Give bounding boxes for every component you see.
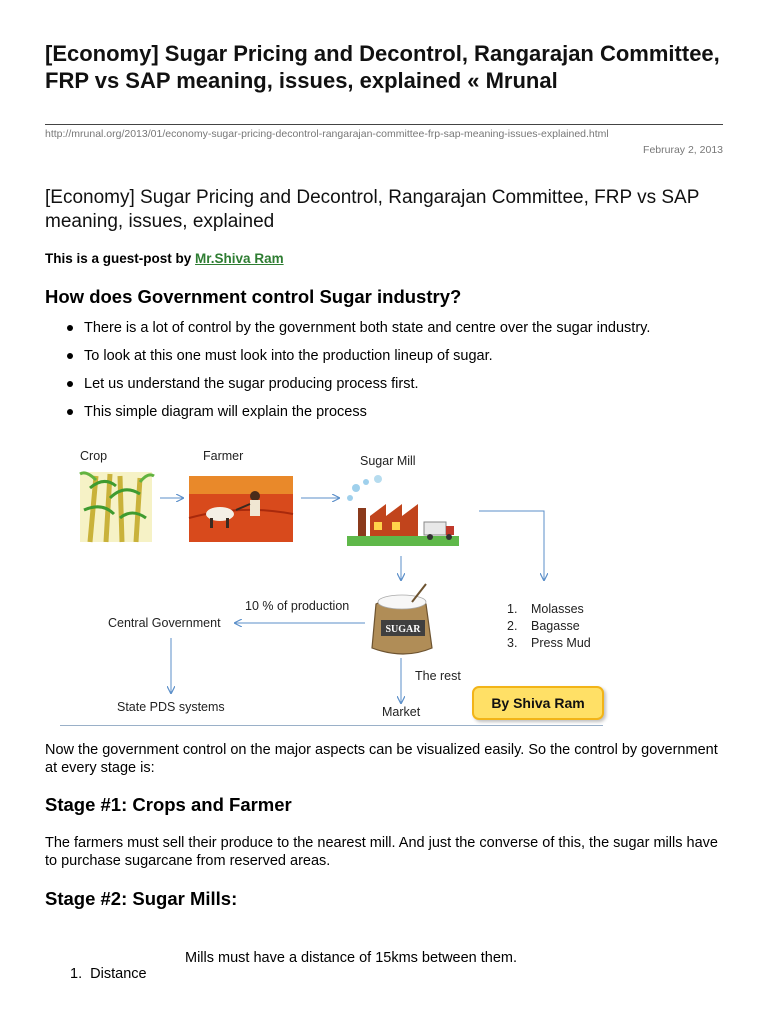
- sugarcane-crop-icon: [80, 472, 154, 542]
- list-item: Distance: [90, 966, 147, 982]
- list-item: There is a lot of control by the government both state and centre over the sugar industry.: [62, 318, 742, 346]
- crop-label: Crop: [80, 449, 108, 463]
- arrow-mill-to-byproducts: [479, 511, 544, 580]
- ordered-list: [70, 966, 147, 982]
- byline: [45, 251, 284, 266]
- byline-prefix: This is a guest-post by: [45, 251, 192, 266]
- farmer-field-icon: [189, 476, 293, 542]
- rest-label: The rest: [415, 669, 461, 683]
- list-item: This simple diagram will explain the process: [62, 402, 742, 430]
- sugar-mill-factory-icon: [347, 475, 459, 546]
- list-item: Let us understand the sugar producing process first.: [62, 374, 742, 402]
- post-title: [Economy] Sugar Pricing and Decontrol, Rangarajan Committee, FRP vs SAP meaning, issues, explained: [45, 187, 700, 232]
- paragraph: Now the government control on the major aspects can be visualized easily. So the control by government at every stage is:: [45, 742, 718, 776]
- source-url[interactable]: http://mrunal.org/2013/01/economy-sugar-pricing-decontrol-rangarajan-committee-frp-sap-meaning-issues-explained.html: [45, 128, 609, 140]
- section-heading: How does Government control Sugar industry?: [45, 286, 462, 307]
- bullet-list: [62, 318, 742, 430]
- pds-label: State PDS systems: [117, 700, 225, 714]
- stage-heading: Stage #1: Crops and Farmer: [45, 794, 292, 815]
- distance-note: Mills must have a distance of 15kms between them.: [185, 950, 518, 966]
- sack-label: SUGAR: [385, 624, 421, 635]
- list-item: To look at this one must look into the production lineup of sugar.: [62, 346, 742, 374]
- header-divider: [45, 124, 723, 125]
- byproduct-1: 1.: [507, 602, 518, 616]
- paragraph: The farmers must sell their produce to the nearest mill. And just the converse of this, the sugar mills have to purchase sugarcane from reserved areas.: [45, 835, 718, 869]
- byproduct-2: 2.: [507, 619, 518, 633]
- market-label: Market: [382, 705, 421, 719]
- central-government-label: Central Government: [108, 616, 221, 630]
- author-link[interactable]: Mr.Shiva Ram: [195, 251, 284, 266]
- document-title: [Economy] Sugar Pricing and Decontrol, Rangarajan Committee, FRP vs SAP meaning, issues, explained « Mrunal: [45, 41, 720, 93]
- farmer-label: Farmer: [203, 449, 244, 463]
- list-number: 1.: [70, 966, 91, 982]
- production-share-label: 10 % of production: [245, 599, 350, 613]
- sugar-process-diagram: [60, 438, 620, 728]
- diagram-divider: [60, 725, 603, 726]
- byproduct-name: Molasses: [531, 602, 584, 616]
- byproduct-name: Bagasse: [531, 619, 580, 633]
- byproduct-3: 3.: [507, 636, 518, 650]
- byproduct-name: Press Mud: [531, 636, 591, 650]
- sugar-mill-label: Sugar Mill: [360, 454, 416, 468]
- sugar-sack-icon: [372, 584, 432, 654]
- author-badge: By Shiva Ram: [472, 686, 604, 720]
- post-date: Februray 2, 2013: [643, 144, 723, 156]
- stage-heading: Stage #2: Sugar Mills:: [45, 888, 238, 909]
